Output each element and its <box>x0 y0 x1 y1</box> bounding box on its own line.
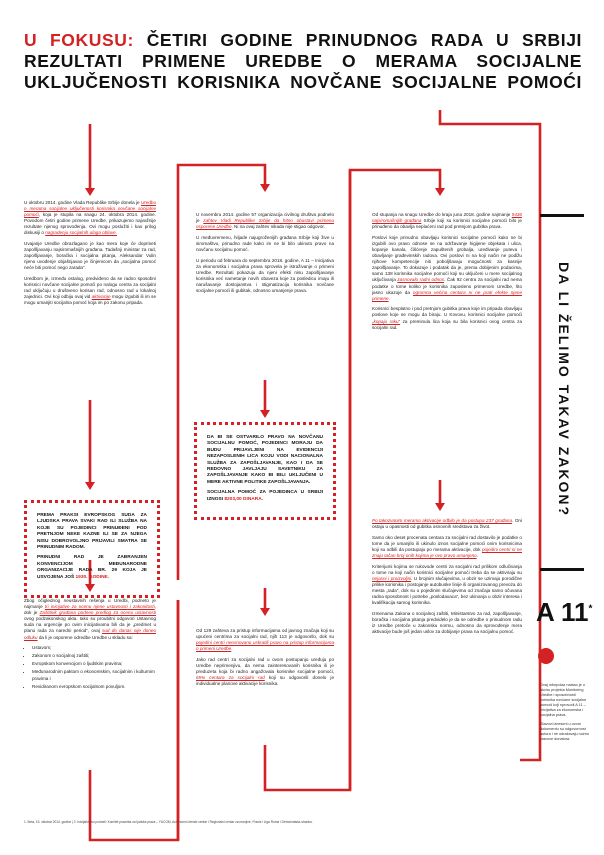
list-item: • Evropskom konvencijom o ljudskim pravima; <box>32 661 156 667</box>
col2b-paragraph-1 <box>196 628 334 652</box>
partner-logo-icon <box>538 648 554 664</box>
box2-paragraph-2 <box>207 490 323 503</box>
arrow-5 <box>260 410 270 418</box>
arrow-4 <box>260 184 270 192</box>
col3-p3-end: za preminula lica koja su bila korisnici ovog centra za socijalni rad. <box>372 318 522 330</box>
col1b-paragraph-1 <box>24 598 156 641</box>
col2-p1-start: U novembru 2014. godine 57 organizacija civilnog društva podnelo je <box>196 212 334 224</box>
list-item: • Revidiranom evropskom socijalnom povuljom. <box>32 684 156 690</box>
col2b-p2-start: Jako rad centri za socijalni rad u ovom postupanju uređuju po Uredbe neprimenjivu, da nema zainteresovanih korisnika ili je preduzeta koja bi radno angažovala korisnike socijalne pomoći, <box>196 656 334 675</box>
col3-p5-start: Samo oko deset procenata centara za socijalni rad dostavilo je podatke o tome da je umanjilo ili ukinulo iznos socijalne pomoći onim korisnicima koji su odbili da postupaju po merama aktivacije, dok <box>372 534 522 552</box>
arrow-6 <box>260 608 270 616</box>
list-item: • Međunarodnim paktom o ekonomskim, socijalnim i kulturnim pravima i <box>32 669 156 681</box>
col3-p2-mid: . Čak 92 centra za socijalni rad nema podatke o tome koliko je korisnika zaposleno primenom Uredbe, što jasno ukazuje da <box>372 277 522 295</box>
col3-paragraph-1 <box>372 212 522 230</box>
box1-p2-start: PRINUDNI RAD JE ZABRANJEN KONVENCIJOM MEĐUNARODNE ORGANIZACIJE RADA BR. 29 KOJA JE USVOJENA JOŠ <box>37 555 147 580</box>
col1-p3-end: mogu izgubiti ili im se mogu umanjiti socijalna pomoć koja im po zakonu pripada. <box>24 294 156 306</box>
arrow-7 <box>435 188 445 196</box>
col3-p6-end: . U brojnim slučajevima, u obzir se uzimaju porodične prilike korisnika i postojanje autobuske linije ili organizovanog prevoza do mesta „rada“, dok su u pojedinim slučajevima od značaja samo očuvana radna sposobnost i potrebe „poslodavaca“, bez ukinanja u obzir interesa i kvalifikacija samog korisnika. <box>372 575 522 606</box>
col2b-p2-red: 65% centara za socijalni rad <box>196 675 265 681</box>
arrow-1 <box>85 188 95 196</box>
side-rule-bottom <box>540 568 584 571</box>
col2-paragraph-1 <box>196 212 334 230</box>
col3-p2-red2: ogromna većina centara ni ne prati efekte njene primene <box>372 289 522 301</box>
title-line-1-text: ČETIRI GODINE PRINUDNOG RADA U SRBIJI <box>146 30 582 50</box>
col1b-p1-start: Zbog očiglednog neustavnih rešenja u Uredbi, podneto je najmanje <box>24 598 156 610</box>
column-1-bottom <box>24 598 156 692</box>
col1b-p1-red3: sud do danas nije doneo odluku <box>24 628 157 640</box>
col3-paragraph-5 <box>372 535 522 559</box>
title-line-2: REZULTATI PRIMENE UREDBE O MERAMA SOCIJALNE <box>24 51 582 71</box>
box2-paragraph-1: DA BI SE OSTVARILO PRAVO NA NOVČANU SOCIJALNU POMOĆ, POJEDINCI MORAJU DA BUDU PRIJAVLJENI NA EVIDENCIJI NEZAPOSLENIH LICA KOJU VODI NACIONALNA SLUŽBA ZA ZAPOŠLJAVANJE, KAO I DA SE REDOVNO JAVLJAJU SAVETNIKU ZA ZAPOŠLJAVANJE KAKO BI BILI UKLJUČENI U MERE AKTIVNE POLITIKE ZAPOŠLJAVANJA. <box>207 435 323 485</box>
column-3 <box>372 212 522 335</box>
footnote: 1. Beta, 15. oktobar 2014. godine | 2. Inicijative su podneli: Komitet pravnika za ljudska prava – YUCOM, Autonomni ženski centar i Regionalni centar za manjine, Praxis i Liga Roma i Demokratska stranka. <box>24 820 313 824</box>
col3-p1-red: 9436 najsiromašnijih građana <box>372 212 522 224</box>
col3-p3-start: Korisnici besplatno i pod pretnjom gubitka prava koje im pripada obavljaju poslove koje ne mogu da biraju. U Kovovu, korisnici socijalne pomoći <box>372 306 522 318</box>
callout-box-2 <box>194 422 336 520</box>
col1-paragraph-3 <box>24 276 156 306</box>
col2b-p1-end: . <box>231 646 233 652</box>
col1-p1-red: Uredbu o merama socijalne uključenosti korisnika novčane socijalne pomoći <box>24 200 157 218</box>
a11-logo-text: A 11 <box>536 597 589 627</box>
box1-paragraph-1: PREMA PRAKSI EVROPSKOG SUDA ZA LJUDSKA PRAVA SVAKI RAD ILI SLUŽBA NA KOJE SU POJEDINCI PRINUĐENI POD PRETNJOM NEKE KAZNE ILI SE ZA NJEGA NISU DOBROVOLJNO PRIJAVILI SMATRA SE PRINUDNIM RADOM. <box>37 513 147 551</box>
title-line-3: UKLJUČENOSTI KORISNIKA NOVČANE SOCIJALNE POMOĆI <box>24 72 582 92</box>
col1-paragraph-1 <box>24 200 156 237</box>
box1-p2-red: 1930. GODINE. <box>75 574 110 580</box>
col1-p1-start: U oktobru 2014. godine Vlada Republike Srbije donela je <box>24 200 140 205</box>
col1b-p1-red: tri inicijative za ocenu njene ustavnosti i zakonitosti <box>44 604 155 610</box>
col2-p1-red: zahtev Vladi Republike Srbije da hitno obustavi primenu osporene Uredbe <box>196 218 334 230</box>
col3-p3-red: „kopaju raku“ <box>372 318 401 324</box>
col3-p2-red: zasnovalo radni odnos <box>397 277 445 283</box>
col3-p6-red: nejasni i proizvoljni <box>372 575 412 581</box>
side-note-paragraph-2: Stavovi izneseni u ovom dokumentu su odgovornost autora i ne odražavaju nužno stavove donatora. <box>540 722 589 741</box>
column-3-bottom <box>372 518 522 640</box>
box2-p2-start: SOCIJALNA POMOĆ ZA POJEDINCA U SRBIJI IZNOSI <box>207 490 323 502</box>
callout-box-1 <box>24 500 160 598</box>
col3-paragraph-7: Izmenama Zakona o socijalnoj zaštiti, Ministarstvo za rad, zapošljavanje, boračka i socijalna pitanja predvidelo je da se odredbe o prinudnom radu iz Uredbe pretoče u zakonsku normu, odnosno da sprovođenje mera aktivacije bude još jedan uslov za dobijanje prava na socijalnu pomoć. <box>372 610 522 634</box>
box2-p2-red: 8203,00 DINARA. <box>224 496 264 502</box>
col3-p2-start: Poslovi koje prinudno obavljaju korisnici socijalne pomoći kako ne bi izgubili ovo pravo odnose se na održavanje higijene objekata i ulica, kopanje kanala, čišćenje zapuštenih grobalja, uređivanje puteva i obavljanje građevinskih radova. Ovi poslovi ni na koji način ne podižu njihove kompetencije niti poboljšavaju mogućnosti za kasnije zapošljavanje. To dokazuje i podatak da je, prema dobijenim podacima, samo 138 korisnika socijalne pomoći koji su uključeni u mere socijalnog uključivanja <box>372 234 522 283</box>
col3-paragraph-3 <box>372 306 522 330</box>
arrow-8 <box>435 503 445 511</box>
col3-p6-start: Kriterijumi kojima se rukovode centri za socijalni rad prilikom odlučivanja o tome na koji način korisnici socijalne pomoći treba da se aktiviraju su <box>372 563 522 575</box>
col3-p4-end: . Oni ostaju u opasnosti od gubitka osnovnih sredstava za život. <box>372 518 523 530</box>
col3-p5-red: pojedini centri ni ne znaju tačan broj onih kojima je ovo pravo umanjeno <box>372 546 522 558</box>
col1b-p1-mid: , dok je <box>24 604 156 616</box>
col3-p1-end: Srbije koji su korisnici socijalne pomoći bilo je prinuđeno da obavlja neplaćeni rad pod pretnjom gubitka prava. <box>372 218 522 230</box>
column-2-top <box>196 212 334 299</box>
col3-p1-start: Od stupanja na snagu Uredbe do kraja juna 2018. godine najmanje <box>372 212 511 217</box>
col1-p1-red2: nagradenju socijalnih ulaga oblave. <box>45 230 117 236</box>
side-note <box>540 683 590 746</box>
title-prefix: U FOKUSU: <box>24 30 134 50</box>
arrow-2 <box>85 482 95 490</box>
col3-p5-end: . <box>476 552 478 558</box>
col3-p4-red: Po takozvanim merama aktivacije odbilo je da postupa 237 građana <box>372 518 513 523</box>
col1b-p1-red2: Zaštitnik građana podneo predlog za ocenu ustavnosti <box>39 610 156 616</box>
col2-p1-end: . Ni na ovaj zahtev nikada nije stigao odgovor. <box>231 224 325 230</box>
side-question: DA LI ŽELIMO TAKAV ZAKON? <box>556 262 572 518</box>
a11-logo <box>536 597 592 628</box>
col2-paragraph-3: U periodu od februara do septembra 2018. godine, A 11 – Inicijativa za ekonomska i socijalna prava sprovela je istraživanje o primeni Uredbe. Rezultati pokazuju da njeni efekti nisu zapošljavanje korisnika već nametanje novih obaveza koje za posledicu imaju ili narušavanje dostojanstva i stigmatizaciju korisnika novčane socijalne pomoći ili gubitak, odnosno umanjenje prava. <box>196 257 334 294</box>
col1-paragraph-2: Uvajanje Uredbe obrazlagano je kao mera koje će doprineti zapošljavanju najsiromašnijih građana. Tadašnji ministar za rad, zapošljavanje, boračka i socijalna pitanja, Aleksandar Vulin njeno uvođenje objašnjavao je činjenicom da „socijalna pomoć neće biti pomoć nego zarada“. <box>24 241 156 271</box>
col3-paragraph-6 <box>372 564 522 607</box>
col3-paragraph-2 <box>372 235 522 302</box>
col2-paragraph-2: U međuvremenu, hiljade najugroženijih građana Srbije koji žive u siromaštvu, prinudno rade kako im ne bi bilo ukinuto pravo na novčanu socijalnu pomoć. <box>196 234 334 252</box>
col3-p2-end: . <box>388 295 390 301</box>
a11-logo-star: * <box>588 603 593 615</box>
col1b-p1-end: ovog podzakonskog akta. Iako su proubitni odgovori Ustavnog suda na urgencije po ovim inicijativama bili da je „predmet u planu rada za naredni period“, ovaj <box>24 616 156 634</box>
col2b-p2-end: koji su odgovorili donelo je individualne planove aktivacije korisnika. <box>196 675 334 687</box>
side-rule-top <box>540 214 584 217</box>
col2b-p1-red: pojedini centri neosnovano uskratili pravo na pristup informacijama o primeni Uredbe <box>196 640 334 652</box>
col1b-p1-end2: da li je osporene odredbe Uredbe u skladu sa: <box>38 634 133 640</box>
side-note-paragraph-1: Ovaj inforpolaz nastao je u okviru projekta Monitoring Uredbe i sposobnosti korisnika novčane socijalne pomoći koji sprovodi A 11 – Inicijativa za ekonomska i socijalna prava. <box>540 683 587 717</box>
col3-paragraph-4 <box>372 518 522 530</box>
column-1-top <box>24 200 156 311</box>
col1-p1-end: , koja je stupila na snagu 24. oktobra 2014. godine. Povodom četiri godine primene Uredbe, prikazujemo najvažnije rezultate njenog sprovođenja. Ovi mogu poslužiti i kao prilog diskusiji o <box>24 212 156 236</box>
col1-p3-red: aktivacije <box>91 294 111 300</box>
col2b-paragraph-2 <box>196 657 334 687</box>
list-item: • Zakonom o socijalnoj zaštiti; <box>32 653 156 659</box>
box1-paragraph-2 <box>37 555 147 581</box>
list-item: • Ustavom; <box>32 645 156 651</box>
col1b-list <box>24 645 156 690</box>
flow-line-10 <box>440 110 540 760</box>
column-2-bottom <box>196 628 334 692</box>
col1-p3-start: Uredbom je, između ostalog, predviđeno da se radno sposobni korisnici novčane socijalne pomoći po nalogu centra za socijalni rad uključuju u društveno korisan rad, odnosno rad u lokalnoj zajednici. Ovi koji odbiju ovaj vid <box>24 276 156 300</box>
col2b-p1-start: Od 129 zahteva za pristup informacijama od javnog značaja koji su upućeni centrima za socijalni rad, njih 113 je odgovorilo, dok su <box>196 628 334 640</box>
